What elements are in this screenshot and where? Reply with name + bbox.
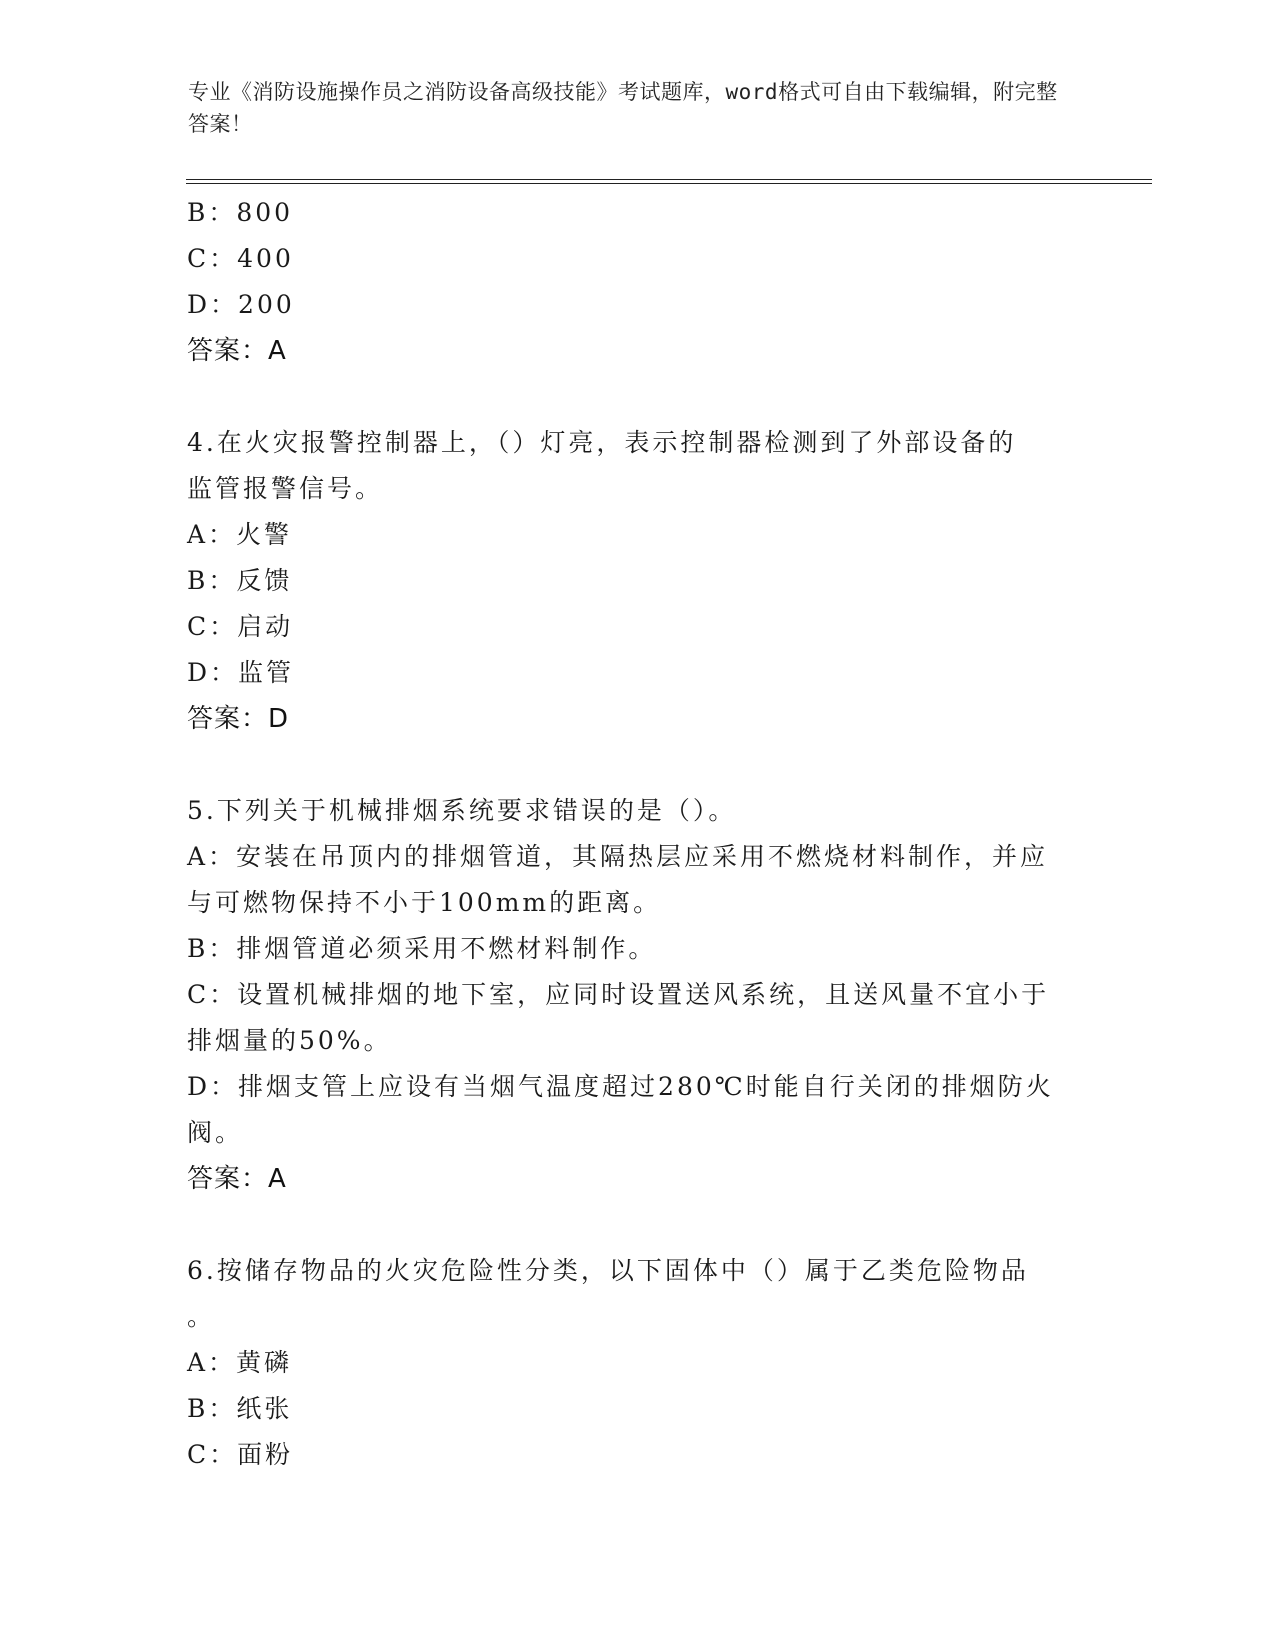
question-stem-continued: 监管报警信号。 xyxy=(187,474,384,503)
option-d: D：200 xyxy=(187,290,295,319)
question-3-tail xyxy=(187,190,1087,374)
option-a: A：火警 xyxy=(187,520,293,549)
question-5 xyxy=(187,788,1087,1202)
spacer xyxy=(187,374,1087,420)
option-b: B：排烟管道必须采用不燃材料制作。 xyxy=(187,934,657,963)
option-b: B：纸张 xyxy=(187,1394,293,1423)
header-divider-top xyxy=(186,179,1152,180)
question-stem: 6.按储存物品的火灾危险性分类，以下固体中（）属于乙类危险物品 xyxy=(187,1256,1029,1285)
document-header: 专业《消防设施操作员之消防设备高级技能》考试题库，word格式可自由下载编辑，附完整答案！ xyxy=(188,80,1058,136)
option-c-continued: 排烟量的50%。 xyxy=(187,1026,392,1055)
answer-line: 答案：A xyxy=(187,1164,287,1194)
question-6 xyxy=(187,1248,1087,1478)
option-d-continued: 阀。 xyxy=(187,1118,244,1147)
question-stem: 5.下列关于机械排烟系统要求错误的是（）。 xyxy=(187,796,737,825)
option-b: B：反馈 xyxy=(187,566,293,595)
option-c: C：设置机械排烟的地下室，应同时设置送风系统，且送风量不宜小于 xyxy=(187,980,1050,1009)
spacer xyxy=(187,742,1087,788)
option-d: D：监管 xyxy=(187,658,295,687)
question-stem: 4.在火灾报警控制器上，（）灯亮，表示控制器检测到了外部设备的 xyxy=(187,428,1017,457)
header-divider-bottom xyxy=(186,183,1152,184)
question-stem-continued: 。 xyxy=(187,1302,216,1331)
option-c: C：启动 xyxy=(187,612,294,641)
answer-line: 答案：A xyxy=(187,336,287,366)
option-a-continued: 与可燃物保持不小于100mm的距离。 xyxy=(187,888,662,917)
option-b: B：800 xyxy=(187,198,294,227)
question-4 xyxy=(187,420,1087,742)
option-c: C：400 xyxy=(187,244,294,273)
option-c: C：面粉 xyxy=(187,1440,294,1469)
option-a: A：安装在吊顶内的排烟管道，其隔热层应采用不燃烧材料制作，并应 xyxy=(187,842,1049,871)
option-d: D：排烟支管上应设有当烟气温度超过280℃时能自行关闭的排烟防火 xyxy=(187,1072,1054,1101)
question-list xyxy=(187,190,1087,1478)
option-a: A：黄磷 xyxy=(187,1348,293,1377)
spacer xyxy=(187,1202,1087,1248)
answer-line: 答案：D xyxy=(187,704,290,734)
